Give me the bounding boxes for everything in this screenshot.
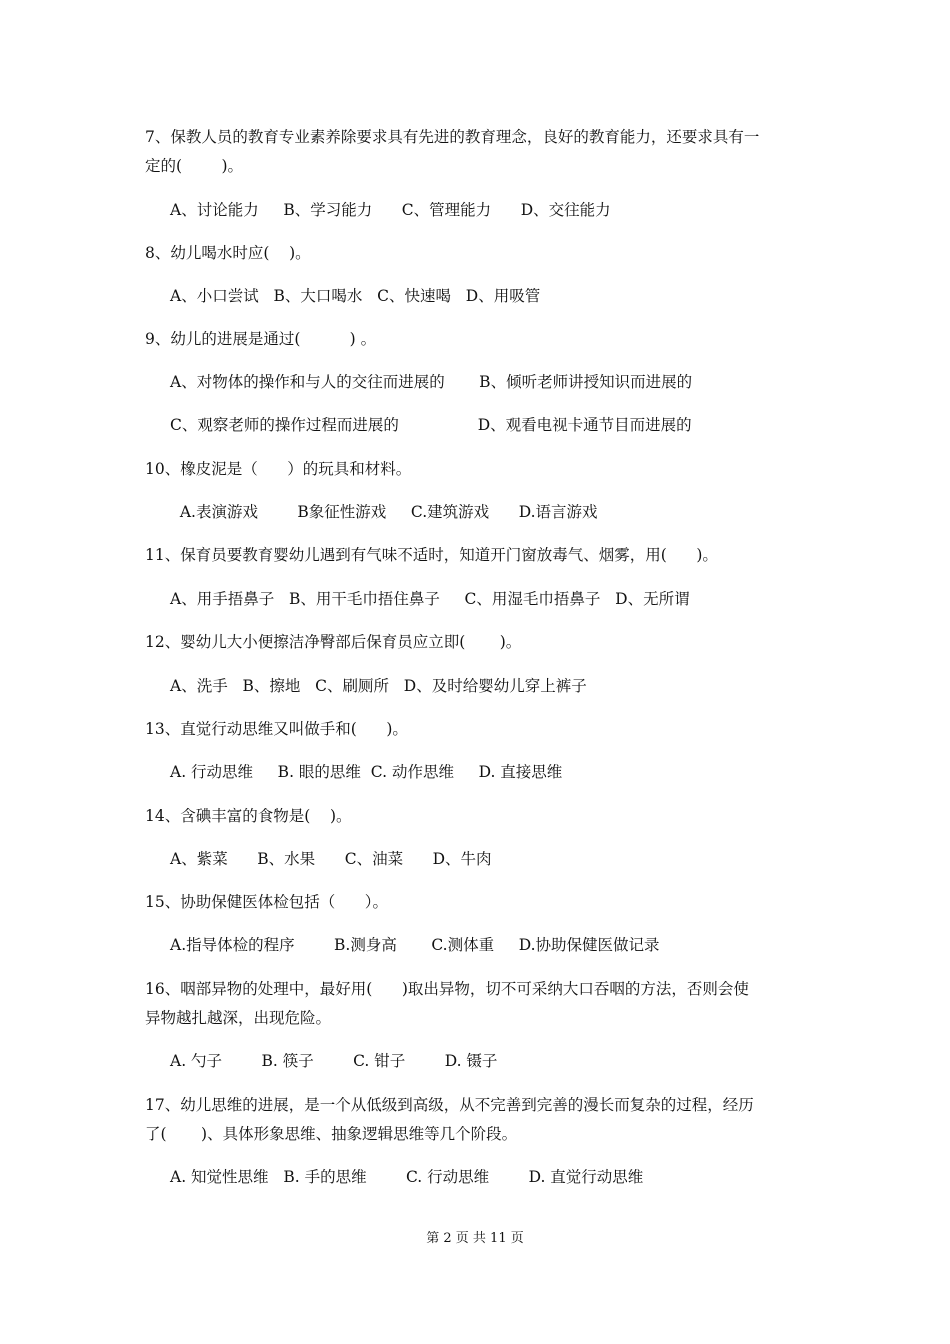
question-options: A. 知觉性思维 B. 手的思维 C. 行动思维 D. 直觉行动思维 xyxy=(170,1168,644,1186)
question-options: A、小口尝试 B、大口喝水 C、快速喝 D、用吸管 xyxy=(170,287,541,305)
question-stem: 10、橡皮泥是（ ）的玩具和材料。 xyxy=(145,460,412,478)
question-stem: 8、幼儿喝水时应( )。 xyxy=(145,244,311,262)
question-stem: 11、保育员要教育婴幼儿遇到有气味不适时，知道开门窗放毒气、烟雾，用( )。 xyxy=(145,546,718,564)
question-options: A、用手捂鼻子 B、用干毛巾捂住鼻子 C、用湿毛巾捂鼻子 D、无所谓 xyxy=(170,590,690,608)
question-stem: 15、协助保健医体检包括（ ）。 xyxy=(145,893,389,911)
question-options: A、对物体的操作和与人的交往而进展的 B、倾听老师讲授知识而进展的 xyxy=(170,373,693,391)
question-options: A、讨论能力 B、学习能力 C、管理能力 D、交往能力 xyxy=(170,201,611,219)
question-options: A、紫菜 B、水果 C、油菜 D、牛肉 xyxy=(170,850,492,868)
question-options: A. 勺子 B. 筷子 C. 钳子 D. 镊子 xyxy=(170,1052,498,1070)
page-number-footer: 第 2 页 共 11 页 xyxy=(426,1231,524,1246)
question-stem: 12、婴幼儿大小便擦洁净臀部后保育员应立即( )。 xyxy=(145,633,522,651)
question-stem: 定的( )。 xyxy=(145,157,244,175)
question-stem: 9、幼儿的进展是通过( ) 。 xyxy=(145,330,377,348)
question-options: C、观察老师的操作过程而进展的 D、观看电视卡通节目而进展的 xyxy=(170,416,692,434)
question-stem: 13、直觉行动思维又叫做手和( )。 xyxy=(145,720,408,738)
question-stem: 16、咽部异物的处理中，最好用( )取出异物，切不可采纳大口吞咽的方法，否则会使 xyxy=(145,980,749,998)
question-stem: 14、含碘丰富的食物是( )。 xyxy=(145,807,352,825)
question-options: A.指导体检的程序 B.测身高 C.测体重 D.协助保健医做记录 xyxy=(170,936,660,954)
question-options: A、洗手 B、擦地 C、刷厕所 D、及时给婴幼儿穿上裤子 xyxy=(170,677,587,695)
question-stem: 7、保教人员的教育专业素养除要求具有先进的教育理念，良好的教育能力，还要求具有一 xyxy=(145,128,760,146)
question-stem: 异物越扎越深，出现危险。 xyxy=(145,1009,332,1027)
question-stem: 17、幼儿思维的进展，是一个从低级到高级，从不完善到完善的漫长而复杂的过程，经历 xyxy=(145,1096,754,1114)
question-stem: 了( )、具体形象思维、抽象逻辑思维等几个阶段。 xyxy=(145,1125,518,1143)
question-options: A.表演游戏 B象征性游戏 C.建筑游戏 D.语言游戏 xyxy=(170,503,598,521)
question-options: A. 行动思维 B. 眼的思维 C. 动作思维 D. 直接思维 xyxy=(170,763,563,781)
